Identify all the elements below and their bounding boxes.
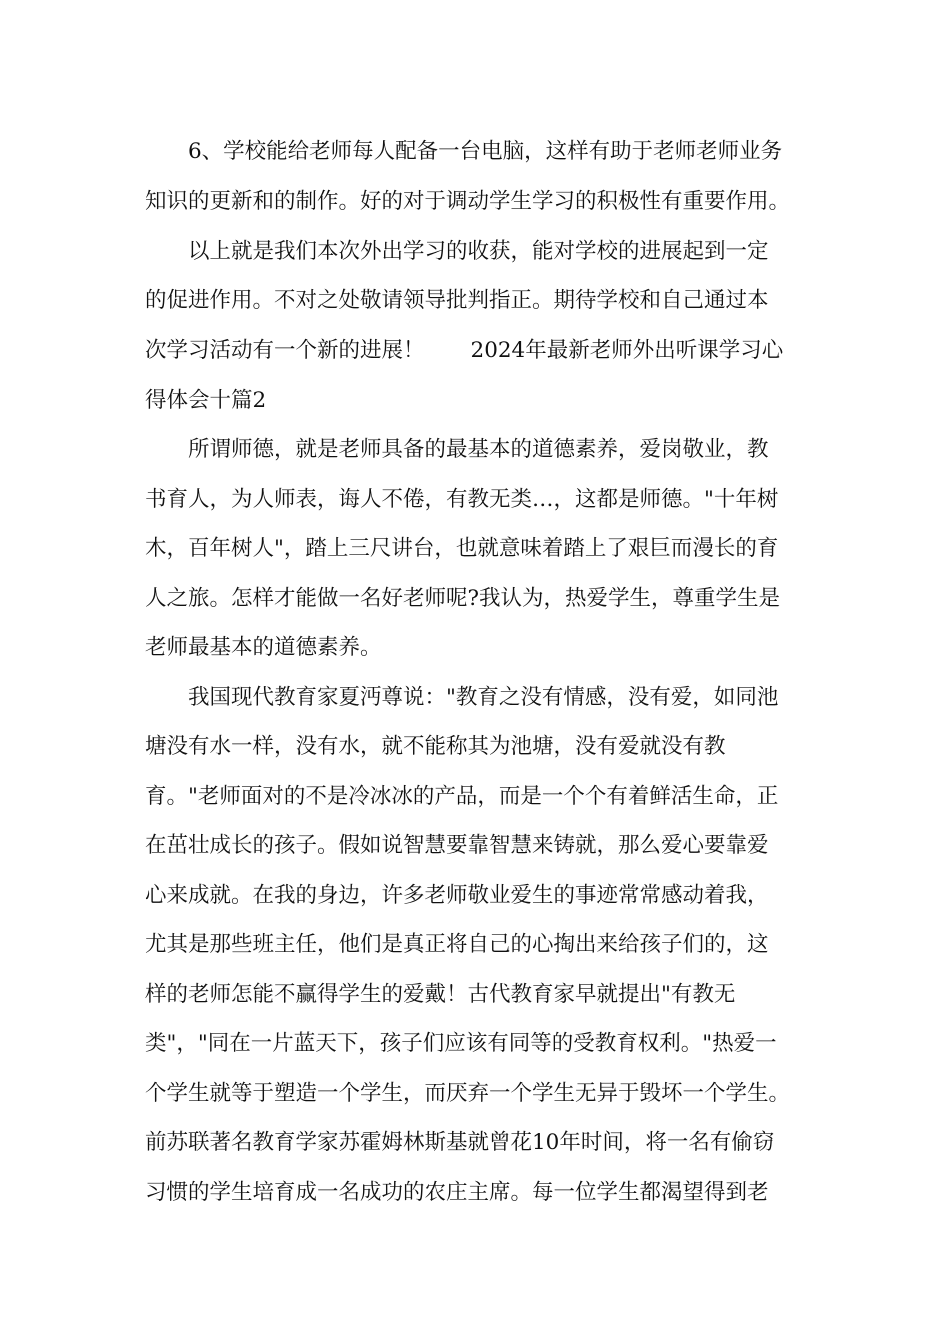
paragraph-line: 样的老师怎能不赢得学生的爱戴！古代教育家早就提出"有教无	[145, 982, 736, 1007]
paragraph-line: 个学生就等于塑造一个学生，而厌弃一个学生无异于毁坏一个学生。	[145, 1081, 791, 1106]
paragraph-line: 尤其是那些班主任，他们是真正将自己的心掏出来给孩子们的，这	[145, 932, 769, 957]
paragraph-line: 木，百年树人"，踏上三尺讲台，也就意味着踏上了艰巨而漫长的育	[145, 536, 779, 561]
paragraph-line	[145, 331, 825, 371]
paragraph-line: 人之旅。怎样才能做一名好老师呢?我认为，热爱学生，尊重学生是	[145, 586, 781, 611]
paragraph-line: 我国现代教育家夏沔尊说："教育之没有情感，没有爱，如同池	[188, 685, 779, 710]
paragraph-line: 以上就是我们本次外出学习的收获，能对学校的进展起到一定	[188, 239, 769, 264]
paragraph-line: 的促进作用。不对之处敬请领导批判指正。期待学校和自己通过本	[145, 288, 769, 313]
paragraph-line: 书育人，为人师表，诲人不倦，有教无类…，这都是师德。"十年树	[145, 487, 779, 512]
paragraph-line: 所谓师德，就是老师具备的最基本的道德素养，爱岗敬业，教	[188, 437, 769, 462]
paragraph-line: 知识的更新和的制作。好的对于调动学生学习的积极性有重要作用。	[145, 189, 791, 214]
paragraph-line: 在茁壮成长的孩子。假如说智慧要靠智慧来铸就，那么爱心要靠爱	[145, 833, 769, 858]
paragraph-line: 老师最基本的道德素养。	[145, 635, 382, 660]
section-heading-continued: 得体会十篇2	[145, 388, 267, 413]
paragraph-line: 前苏联著名教育学家苏霍姆林斯基就曾花10年时间，将一名有偷窃	[145, 1130, 775, 1155]
paragraph-line: 育。"老师面对的不是冷冰冰的产品，而是一个个有着鲜活生命，正	[145, 784, 779, 809]
paragraph-line: 类"，"同在一片蓝天下，孩子们应该有同等的受教育权利。"热爱一	[145, 1031, 777, 1056]
paragraph-text: 次学习活动有一个新的进展！	[145, 338, 425, 363]
paragraph-line: 心来成就。在我的身边，许多老师敬业爱生的事迹常常感动着我，	[145, 883, 769, 908]
paragraph-line: 6、学校能给老师每人配备一台电脑，这样有助于老师老师业务	[188, 139, 783, 164]
section-heading: 2024年最新老师外出听课学习心	[470, 338, 784, 363]
paragraph-line: 习惯的学生培育成一名成功的农庄主席。每一位学生都渴望得到老	[145, 1180, 769, 1205]
paragraph-line: 塘没有水一样，没有水，就不能称其为池塘，没有爱就没有教	[145, 734, 726, 759]
